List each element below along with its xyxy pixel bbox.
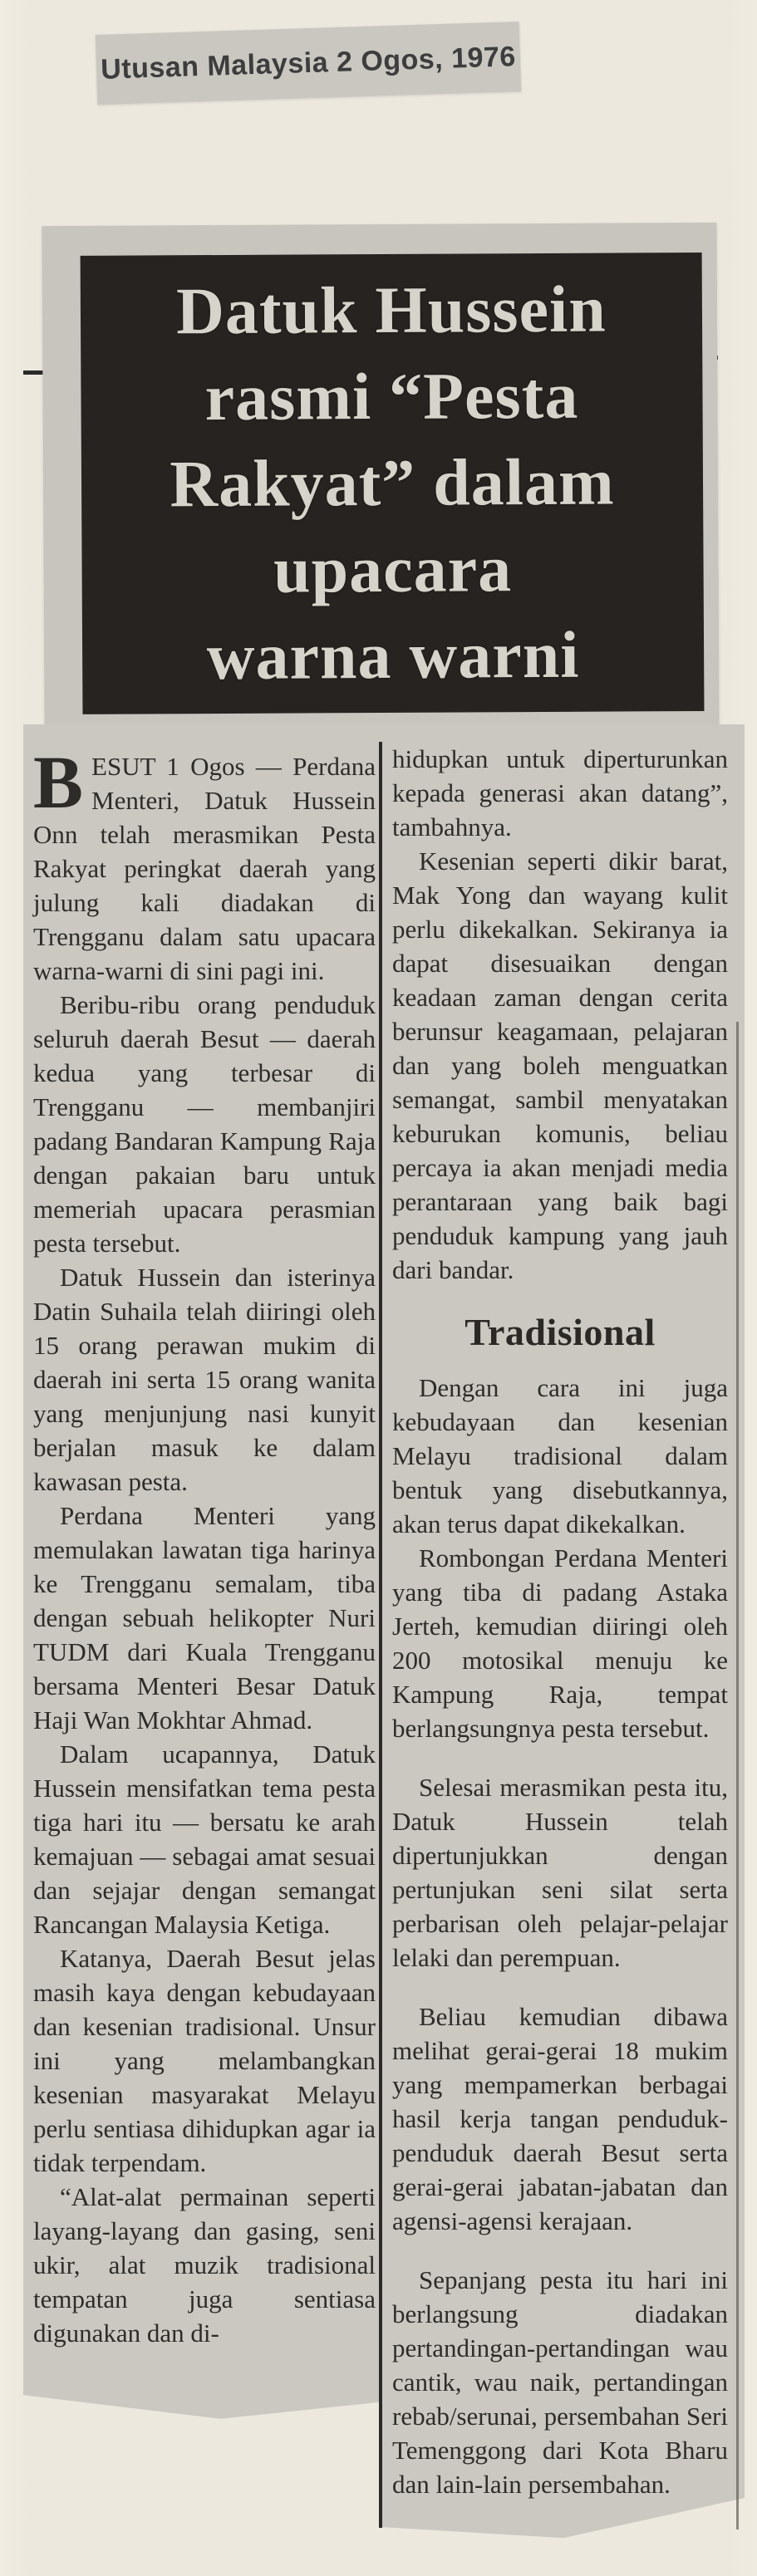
source-label-strip — [96, 22, 521, 105]
headline-line-1: Datuk Hussein — [175, 272, 607, 349]
paragraph: Beliau kemudian dibawa melihat gerai-gerai 18 mukim yang mempamerkan berbagai hasil kerja tangan penduduk-penduduk daerah Besut serta gerai-gerai jabatan-jabatan dan agensi-agensi kerajaan. — [392, 2002, 728, 2235]
left-column — [33, 742, 376, 2350]
source-label: Utusan Malaysia 2 Ogos, 1976 — [100, 40, 517, 86]
paragraph: Katanya, Daerah Besut jelas masih kaya dengan kebudayaan dan kesenian tradisional. Unsur ini yang melambangkan kesenian masyarakat Melayu perlu sentiasa dihidupkan agar ia tidak terpendam. — [33, 1944, 376, 2177]
headline-clipping — [42, 223, 719, 734]
subheading: Tradisional — [465, 1311, 656, 1353]
headline-line-5: warna warni — [206, 618, 580, 694]
headline-line-2: rasmi “Pesta — [204, 359, 579, 435]
headline-box — [81, 253, 705, 714]
headline-line-3: Rakyat” dalam — [170, 445, 615, 522]
right-edge-rule — [736, 1022, 739, 2529]
right-column — [392, 742, 728, 2501]
drop-cap: B — [33, 742, 84, 824]
paragraph: Datuk Hussein dan isterinya Datin Suhaila telah diiringi oleh 15 orang perawan mukim di daerah ini serta 15 orang wanita yang menjunjung nasi kunyit berjalan masuk ke dalam kawasan pesta. — [33, 1263, 376, 1496]
headline-line-4: upacara — [273, 532, 513, 607]
lede-paragraph — [33, 742, 376, 988]
paragraph: Selesai merasmikan pesta itu, Datuk Hussein telah dipertunjukkan dengan pertunjukan seni silat serta perbarisan oleh pelajar-pelajar lelaki dan perempuan. — [392, 1773, 728, 1972]
paragraph: Dengan cara ini juga kebudayaan dan kesenian Melayu tradisional dalam bentuk yang disebutkannya, akan terus dapat dikekalkan. — [392, 1373, 728, 1538]
paragraph: Beribu-ribu orang penduduk seluruh daerah Besut — daerah kedua yang terbesar di Trengganu — membanjiri padang Bandaran Kampung Raja dengan pakaian baru untuk memeriah upacara perasmian pesta tersebut. — [33, 990, 376, 1258]
paragraph: Sepanjang pesta itu hari ini berlangsung diadakan pertandingan-pertandingan wau cantik, wau naik, pertandingan rebab/serunai, persembahan Seri Temenggong dari Kota Bharu dan lain-lain persembahan. — [392, 2265, 728, 2499]
paragraph: Perdana Menteri yang memulakan lawatan tiga harinya ke Trengganu semalam, tiba dengan sebuah helikopter Nuri TUDM dari Kuala Trengganu bersama Menteri Besar Datuk Haji Wan Mokhtar Ahmad. — [33, 1501, 376, 1735]
column-divider-rule — [379, 742, 382, 2528]
paragraph: Rombongan Perdana Menteri yang tiba di padang Astaka Jerteh, kemudian diiringi oleh 200 motosikal menuju ke Kampung Raja, tempat berlangsungnya pesta tersebut. — [392, 1543, 728, 1743]
paragraph-continuation: hidupkan untuk diperturunkan kepada generasi akan datang”, tambahnya. — [392, 744, 728, 841]
paragraph: “Alat-alat permainan seperti layang-layang dan gasing, seni ukir, alat muzik tradisional tempatan juga sentiasa digunakan dan di- — [33, 2182, 376, 2348]
paragraph: Dalam ucapannya, Datuk Hussein mensifatkan tema pesta tiga hari itu — bersatu ke arah kemajuan — sebagai amat sesuai dan sejajar dengan semangat Rancangan Malaysia Ketiga. — [33, 1739, 376, 1939]
paragraph: Kesenian seperti dikir barat, Mak Yong dan wayang kulit perlu dikekalkan. Sekiranya ia dapat disesuaikan dengan keadaan zaman dengan cerita berunsur keagamaan, pelajaran dan yang boleh menguatkan semangat, sambil menyatakan keburukan komunis, beliau percaya ia akan menjadi media perantaraan yang baik bagi penduduk kampung yang jauh dari bandar. — [392, 846, 728, 1284]
lede-text: ESUT 1 Ogos — Perdana Menteri, Datuk Hussein Onn telah merasmikan Pesta Rakyat peringkat daerah yang julung kali diadakan di Trengganu dalam satu upacara warna-warni di sini pagi ini. — [33, 752, 376, 985]
